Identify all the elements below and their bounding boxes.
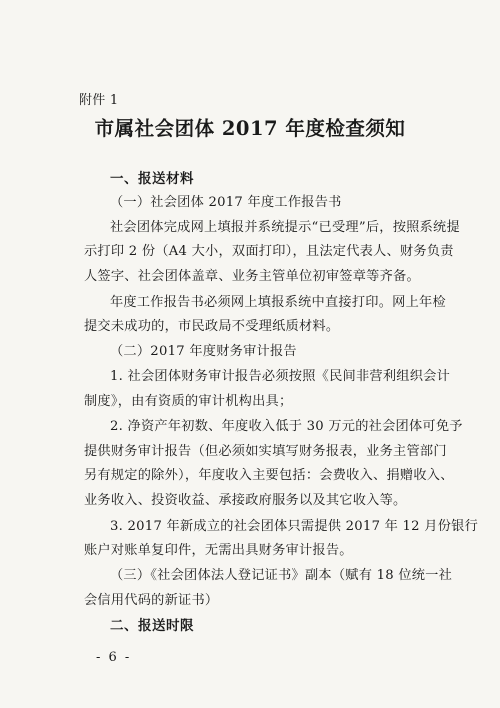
section-heading-1: 一、报送材料 [110,171,194,187]
body-line: 制度》，由有资质的审计机构出具； [84,394,293,409]
document-title: 市属社会团体 2017 年度检查须知 [94,117,406,140]
body-line: 示打印 2 份（A4 大小，双面打印），且法定代表人、财务负责 [84,244,454,259]
body-line: 提供财务审计报告（但必须如实填写财务报表，业务主管部门 [84,444,447,459]
page-number: - 6 - [96,650,132,665]
body-line: 会信用代码的新证书） [84,593,219,608]
body-line: 1. 社会团体财务审计报告必须按照《民间非营利组织会计 [110,369,451,384]
subsection-heading-3: （三）《社会团体法人登记证书》副本（赋有 18 位统一社 [110,568,453,583]
body-line: 账户对账单复印件，无需出具财务审计报告。 [84,543,353,558]
body-line: 提交未成功的，市民政局不受理纸质材料。 [84,319,340,334]
subsection-heading-1: （一）社会团体 2017 年度工作报告书 [110,195,342,210]
body-line: 年度工作报告书必须网上填报系统中直接打印。网上年检 [110,295,446,310]
body-line: 业务收入、投资收益、承接政府服务以及其它收入等。 [84,493,407,508]
body-line: 社会团体完成网上填报并系统提示“已受理”后，按照系统提 [110,220,460,235]
subsection-heading-2: （二）2017 年度财务审计报告 [110,344,297,359]
section-heading-2: 二、报送时限 [110,618,194,634]
body-line: 2. 净资产年初数、年度收入低于 30 万元的社会团体可免予 [110,419,463,434]
attachment-label: 附件 1 [79,93,119,108]
body-line: 3. 2017 年新成立的社会团体只需提供 2017 年 12 月份银行 [110,519,479,534]
body-line: 另有规定的除外），年度收入主要包括：会费收入、捐赠收入、 [84,468,454,483]
body-line: 人签字、社会团体盖章、业务主管单位初审签章等齐备。 [84,269,420,284]
